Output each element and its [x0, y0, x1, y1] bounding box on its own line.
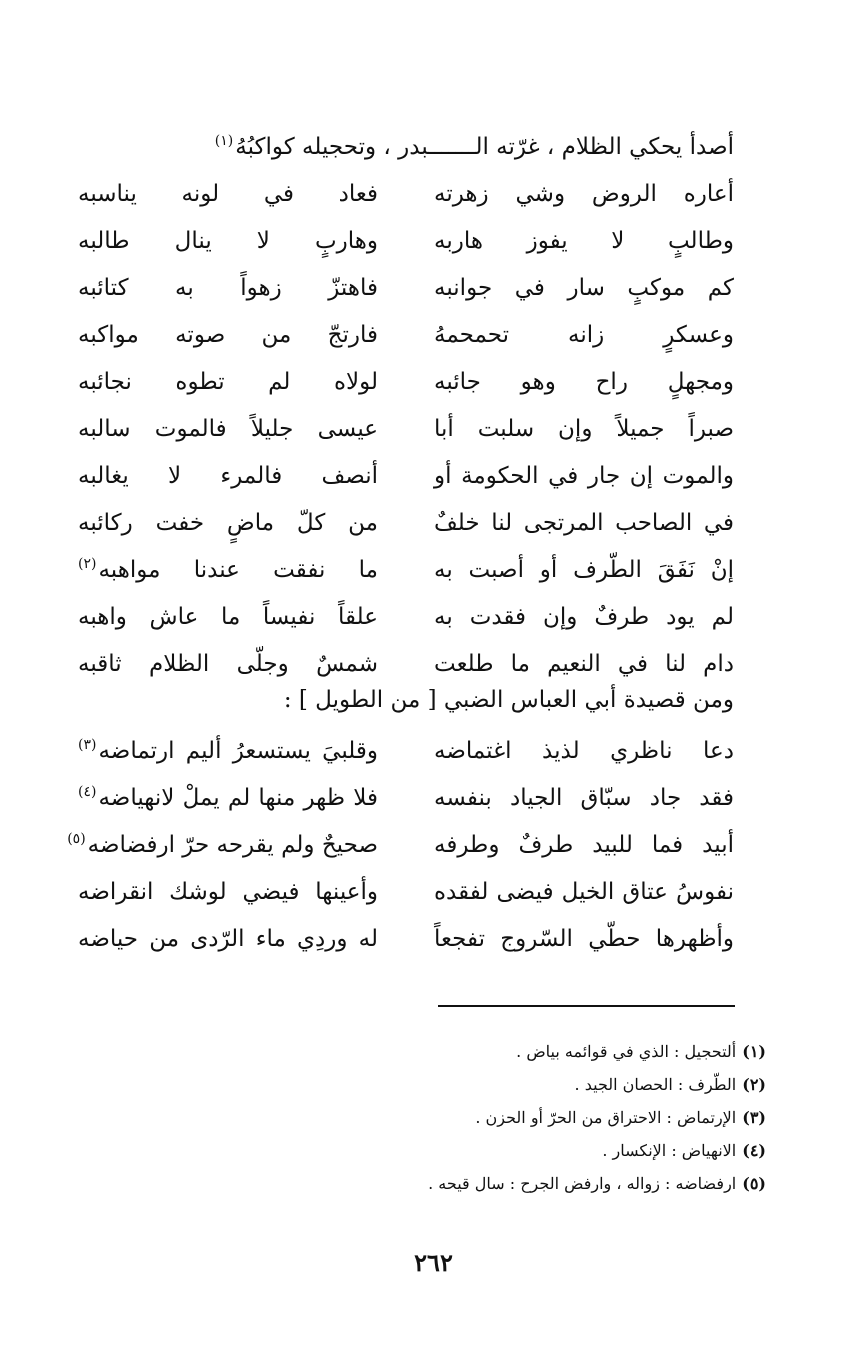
hemistich-text: فلا ظهر منها لم يملْ لانهياضه: [98, 785, 378, 811]
hemistich-text: لولاه لم تطوه نجائبه: [78, 369, 378, 395]
verse-second-hemistich: [78, 171, 378, 218]
footnote-text: الطّرف : الحصان الجيد .: [574, 1075, 737, 1094]
footnote: [300, 1134, 766, 1167]
poem-first: [78, 124, 734, 688]
hemistich-text: نفوسُ عتاق الخيل فيضى لفقده: [434, 879, 734, 905]
hemistich-text: شمسٌ وجلّى الظلام ثاقبه: [78, 651, 378, 677]
verse-second-hemistich: [78, 406, 378, 453]
verse: [78, 218, 734, 265]
hemistich-text: في الصاحب المرتجى لنا خلفٌ: [434, 510, 734, 536]
verse-first-hemistich: [434, 359, 734, 406]
footnote-text: الانهياض : الإنكسار .: [602, 1141, 737, 1160]
footnote-marker: (٤): [78, 784, 97, 801]
hemistich-text: أعاره الروض وشي زهرته: [434, 181, 734, 207]
verse-first-hemistich: [434, 728, 734, 775]
footnote-text: الإرتماض : الاحتراق من الحرّ أو الحزن .: [475, 1108, 737, 1127]
footnote: [300, 1035, 766, 1068]
verse-first-hemistich: [434, 265, 734, 312]
verse-first-hemistich: [434, 453, 734, 500]
verse-first-hemistich: [434, 775, 734, 822]
verse-first-hemistich: [434, 916, 734, 963]
verse: [78, 265, 734, 312]
hemistich-text: ومجهلٍ راح وهو جائبه: [434, 369, 734, 395]
verse-second-hemistich: [67, 822, 378, 869]
hemistich-text: له وردِي ماء الرّدى من حياضه: [78, 926, 378, 952]
verse: [78, 547, 734, 594]
footnote-number: (٥): [742, 1174, 766, 1193]
verse-second-hemistich: [78, 916, 378, 963]
footnote-separator: [438, 1005, 735, 1007]
hemistich-text: علقاً نفيساً ما عاش واهبه: [78, 604, 378, 630]
footnote-text: ألتحجيل : الذي في قوائمه بياض .: [516, 1042, 737, 1061]
verse: [78, 312, 734, 359]
hemistich-text: أبيد فما للبيد طرفٌ وطرفه: [434, 832, 734, 858]
verse: [78, 171, 734, 218]
poem-second: [67, 728, 734, 963]
footnote-text: ارفضاضه : زواله ، وارفض الجرح : سال قيحه .: [428, 1174, 737, 1193]
hemistich-text: وأظهرها حطّي السّروج تفجعاً: [434, 926, 734, 952]
hemistich-text: وعسكرٍ زانه تحمحمهُ: [434, 322, 734, 348]
verse-second-hemistich: [78, 500, 378, 547]
hemistich-text: دعا ناظري لذيذ اغتماضه: [434, 738, 734, 764]
footnote-marker: (١): [214, 133, 234, 150]
hemistich-text: إنْ نَفَقَ الطّرف أو أصبت به: [434, 557, 734, 583]
footnote: [300, 1101, 766, 1134]
hemistich-text: وقلبيَ يستسعرُ أليم ارتماضه: [98, 738, 378, 764]
verse: [78, 500, 734, 547]
verse-second-hemistich: [78, 869, 378, 916]
verse: [78, 453, 734, 500]
verse: [78, 775, 734, 822]
verse-second-hemistich: [78, 265, 378, 312]
verse: [78, 124, 734, 171]
footnote-number: (١): [742, 1042, 766, 1061]
hemistich-text: لم يود طرفٌ وإن فقدت به: [434, 604, 734, 630]
verse: [78, 869, 734, 916]
footnote-marker: (٢): [78, 556, 97, 573]
hemistich-text: فقد جاد سبّاق الجياد بنفسه: [434, 785, 734, 811]
hemistich-text: والموت إن جار في الحكومة أو: [434, 463, 734, 489]
hemistich-text: فارتجّ من صوته مواكبه: [78, 322, 378, 348]
verse: [67, 822, 734, 869]
footnote: [300, 1167, 766, 1200]
hemistich-text: كم موكبٍ سار في جوانبه: [434, 275, 734, 301]
hemistich-text: فعاد في لونه يناسبه: [78, 181, 378, 207]
hemistich-text: صحيحٌ ولم يقرحه حرّ ارفضاضه: [87, 832, 378, 858]
verse: [78, 916, 734, 963]
verse-second-hemistich: [78, 312, 378, 359]
verse: [78, 594, 734, 641]
verse-second-hemistich: [78, 728, 378, 775]
footnote-number: (٤): [742, 1141, 766, 1160]
footnote-number: (٣): [742, 1108, 766, 1127]
page-number: ٢٦٢: [414, 1248, 453, 1277]
verse: [78, 359, 734, 406]
verse-first-hemistich: [434, 547, 734, 594]
verse-first-hemistich: [434, 594, 734, 641]
hemistich-text: وطالبٍ لا يفوز هاربه: [434, 228, 734, 254]
verse-first-hemistich: [434, 218, 734, 265]
verse-second-hemistich: [78, 359, 378, 406]
verse-first-hemistich: [434, 171, 734, 218]
hemistich-text: دام لنا في النعيم ما طلعت: [434, 651, 734, 677]
verse-first-hemistich: [434, 312, 734, 359]
hemistich-text: أصدأ يحكي الظلام ، غرّته الـــــــبدر ، وتحجيله كواكبُهُ: [235, 134, 734, 160]
verse-second-hemistich: [78, 775, 378, 822]
hemistich-text: أنصف فالمرء لا يغالبه: [78, 463, 378, 489]
footnote-number: (٢): [742, 1075, 766, 1094]
hemistich-text: صبراً جميلاً وإن سلبت أبا: [434, 416, 734, 442]
verse-first-hemistich: [434, 500, 734, 547]
poem-intro-line: ومن قصيدة أبي العباس الضبي [ من الطويل ] :: [283, 687, 734, 713]
verse-first-hemistich: [78, 124, 734, 171]
footnote: [300, 1068, 766, 1101]
hemistich-text: ما نفقت عندنا مواهبه: [98, 557, 378, 583]
verse-second-hemistich: [78, 547, 378, 594]
hemistich-text: عيسى جليلاً فالموت سالبه: [78, 416, 378, 442]
hemistich-text: وأعينها فيضي لوشك انقراضه: [78, 879, 378, 905]
verse-second-hemistich: [78, 453, 378, 500]
verse-second-hemistich: [78, 218, 378, 265]
verse: [78, 728, 734, 775]
verse: [78, 406, 734, 453]
hemistich-text: وهاربٍ لا ينال طالبه: [78, 228, 378, 254]
verse-second-hemistich: [78, 594, 378, 641]
footnotes: [300, 1035, 766, 1200]
verse-first-hemistich: [434, 869, 734, 916]
footnote-marker: (٣): [78, 737, 97, 754]
hemistich-text: من كلّ ماضٍ خفت ركائبه: [78, 510, 378, 536]
verse-first-hemistich: [434, 406, 734, 453]
footnote-marker: (٥): [67, 831, 86, 848]
verse-first-hemistich: [434, 822, 734, 869]
hemistich-text: فاهتزّ زهواً به كتائبه: [78, 275, 378, 301]
